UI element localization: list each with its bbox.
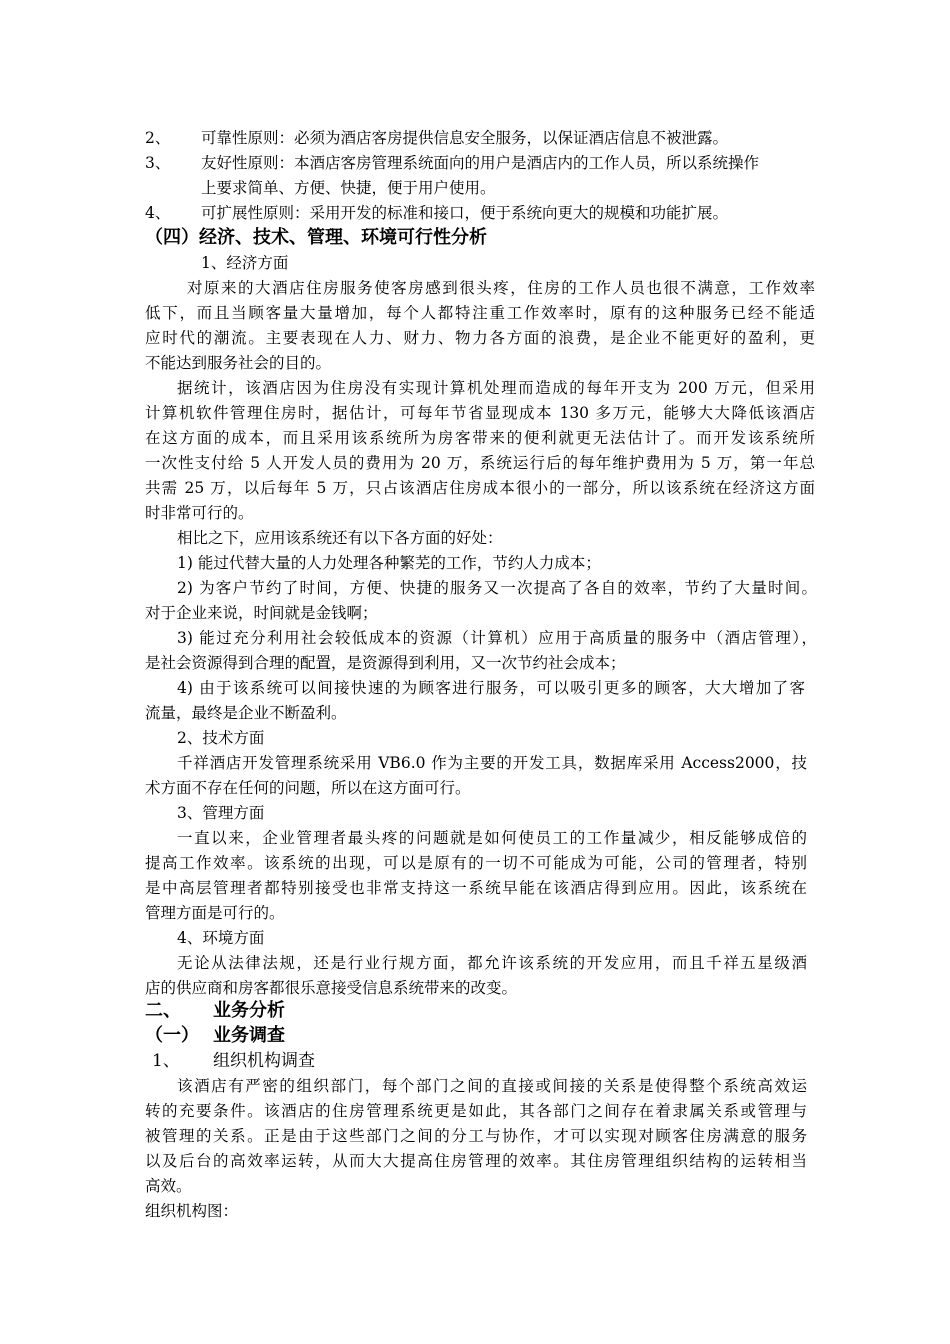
paragraph-line: 该酒店有严密的组织部门，每个部门之间的直接或间接的关系是使得整个系统高效运 — [177, 1077, 807, 1095]
principle-3-text-cont: 上要求简单、方便、快捷，便于用户使用。 — [201, 179, 496, 197]
paragraph-line: 低下，而且当顾客量大量增加，每个人都特注重工作效率时，原有的这种服务已经不能适 — [145, 304, 815, 322]
paragraph-line: 不能达到服务社会的目的。 — [145, 354, 332, 372]
subsection-number: （一） — [145, 1025, 199, 1046]
benefit-item: 4) 由于该系统可以间接快速的为顾客进行服务，可以吸引更多的顾客，大大增加了客 — [177, 679, 805, 697]
subheading-economy: 1、经济方面 — [201, 254, 289, 272]
paragraph-line: 管理方面是可行的。 — [145, 904, 285, 922]
item-title: 组织机构调查 — [213, 1051, 315, 1071]
org-chart-label: 组织机构图： — [145, 1202, 239, 1220]
paragraph-line: 店的供应商和房客都很乐意接受信息系统带来的改变。 — [145, 979, 518, 997]
section-heading-feasibility: （四）经济、技术、管理、环境可行性分析 — [145, 227, 487, 248]
principle-2-text: 可靠性原则：必须为酒店客房提供信息安全服务，以保证酒店信息不被泄露。 — [201, 129, 729, 147]
subsection-title: 业务调查 — [213, 1025, 285, 1046]
paragraph-line: 提高工作效率。该系统的出现，可以是原有的一切不可能成为可能，公司的管理者，特别 — [145, 854, 807, 872]
benefit-item-cont: 是社会资源得到合理的配置，是资源得到利用，又一次节约社会成本； — [145, 654, 626, 672]
principle-4-number: 4、 — [145, 204, 171, 222]
item-number: 1、 — [152, 1051, 180, 1071]
paragraph-line: 计算机软件管理住房时，据估计，可每年节省显现成本 130 多万元，能够大大降低该酒店 — [145, 404, 815, 422]
subheading-environment: 4、环境方面 — [177, 929, 265, 947]
subheading-technology: 2、技术方面 — [177, 729, 265, 747]
paragraph-line: 千祥酒店开发管理系统采用 VB6.0 作为主要的开发工具，数据库采用 Access2000，技 — [177, 754, 807, 772]
benefit-item: 1) 能过代替大量的人力处理各种繁芜的工作，节约人力成本； — [177, 554, 601, 572]
part-2-title: 业务分析 — [213, 1000, 285, 1021]
benefit-item-cont: 对于企业来说，时间就是金钱啊； — [145, 604, 378, 622]
paragraph-line: 对原来的大酒店住房服务使客房感到很头疼，住房的工作人员也很不满意，工作效率 — [187, 279, 815, 297]
paragraph-line: 被管理的关系。正是由于这些部门之间的分工与协作，才可以实现对顾客住房满意的服务 — [145, 1127, 807, 1145]
principle-3-number: 3、 — [145, 154, 171, 172]
paragraph-line: 相比之下，应用该系统还有以下各方面的好处： — [177, 529, 503, 547]
paragraph-line: 是中高层管理者都特别接受也非常支持这一系统早能在该酒店得到应用。因此，该系统在 — [145, 879, 807, 897]
paragraph-line: 时非常可行的。 — [145, 504, 254, 522]
paragraph-line: 转的充要条件。该酒店的住房管理系统更是如此，其各部门之间存在着隶属关系或管理与 — [145, 1102, 807, 1120]
benefit-item: 3) 能过充分利用社会较低成本的资源（计算机）应用于高质量的服务中（酒店管理）， — [177, 629, 817, 647]
paragraph-line: 据统计，该酒店因为住房没有实现计算机处理而造成的每年开支为 200 万元，但采用 — [177, 379, 815, 397]
paragraph-line: 应时代的潮流。主要表现在人力、财力、物力各方面的浪费，是企业不能更好的盈利，更 — [145, 329, 815, 347]
paragraph-line: 术方面不存在任何的问题，所以在这方面可行。 — [145, 779, 471, 797]
paragraph-line: 一直以来，企业管理者最头疼的问题就是如何使员工的工作量减少，相反能够成倍的 — [177, 829, 807, 847]
paragraph-line: 以及后台的高效率运转，从而大大提高住房管理的效率。其住房管理组织结构的运转相当 — [145, 1152, 807, 1170]
paragraph-line: 在这方面的成本，而且采用该系统所为房客带来的便利就更无法估计了。而开发该系统所 — [145, 429, 815, 447]
principle-4-text: 可扩展性原则：采用开发的标准和接口，便于系统向更大的规模和功能扩展。 — [201, 204, 729, 222]
paragraph-line: 无论从法律法规，还是行业行规方面，都允许该系统的开发应用，而且千祥五星级酒 — [177, 954, 807, 972]
paragraph-line: 高效。 — [145, 1177, 192, 1195]
part-2-number: 二、 — [145, 1000, 181, 1021]
paragraph-line: 共需 25 万，以后每年 5 万，只占该酒店住房成本很小的一部分，所以该系统在经济这方面 — [145, 479, 815, 497]
benefit-item: 2) 为客户节约了时间，方便、快捷的服务又一次提高了各自的效率，节约了大量时间。 — [177, 579, 817, 597]
paragraph-line: 一次性支付给 5 人开发人员的费用为 20 万，系统运行后的每年维护费用为 5 万，第一年总 — [145, 454, 815, 472]
benefit-item-cont: 流量，最终是企业不断盈利。 — [145, 704, 347, 722]
principle-2-number: 2、 — [145, 129, 171, 147]
principle-3-text: 友好性原则：本酒店客房管理系统面向的用户是酒店内的工作人员，所以系统操作 — [201, 154, 760, 172]
subheading-management: 3、管理方面 — [177, 804, 265, 822]
